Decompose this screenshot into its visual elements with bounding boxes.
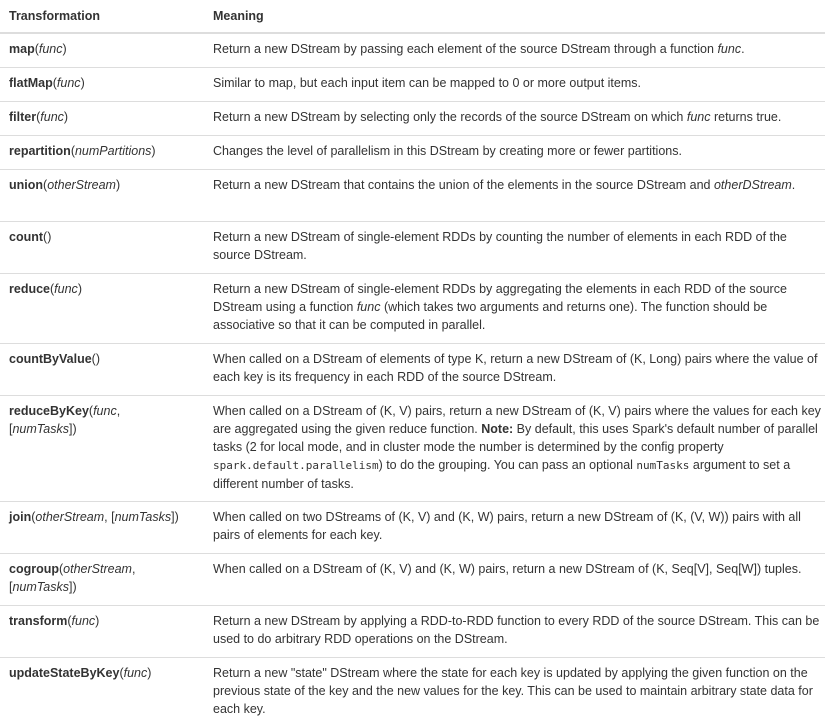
transformation-cell: reduce(func) xyxy=(0,274,204,344)
transformation-cell: countByValue() xyxy=(0,344,204,396)
italic-text: func xyxy=(687,110,711,124)
table-row xyxy=(0,136,825,170)
code-text: numTasks xyxy=(636,459,689,472)
meaning-cell xyxy=(204,344,825,396)
transformation-cell: cogroup(otherStream, [numTasks]) xyxy=(0,554,204,606)
text-segment: , [ xyxy=(104,510,114,524)
function-name: updateStateByKey xyxy=(9,666,119,680)
header-meaning: Meaning xyxy=(204,0,825,33)
text-segment: By default, this uses Spark's default number of parallel tasks (2 for local mode, and in cluster mode the number is determined by the config property xyxy=(213,422,818,454)
bold-text: Note: xyxy=(481,422,513,436)
italic-text: func xyxy=(93,404,117,418)
transformation-cell: filter(func) xyxy=(0,102,204,136)
italic-text: func xyxy=(40,110,64,124)
text-segment: ] xyxy=(69,422,72,436)
italic-text: numPartitions xyxy=(75,144,151,158)
text-segment: Return a new DStream by selecting only the records of the source DStream on which xyxy=(213,110,687,124)
text-segment: ] xyxy=(69,580,72,594)
text-segment: Return a new DStream by passing each element of the source DStream through a function xyxy=(213,42,717,56)
text-segment: When called on two DStreams of (K, V) and (K, W) pairs, return a new DStream of (K, (V, W)) pairs with all pairs of elements for each key. xyxy=(213,510,801,542)
text-segment: [ xyxy=(9,422,12,436)
text-segment: When called on a DStream of (K, V) pairs, return a new DStream of (K, V) pairs where the values for each key are aggregated using the given reduce function. xyxy=(213,404,821,436)
meaning-cell xyxy=(204,33,825,68)
italic-text: func xyxy=(717,42,741,56)
table-body xyxy=(0,33,825,727)
italic-text: func xyxy=(54,282,78,296)
function-name: transform xyxy=(9,614,67,628)
header-transformation: Transformation xyxy=(0,0,204,33)
meaning-cell xyxy=(204,606,825,658)
transformation-cell: flatMap(func) xyxy=(0,68,204,102)
function-name: join xyxy=(9,510,31,524)
text-segment: returns true. xyxy=(710,110,781,124)
text-segment: When called on a DStream of (K, V) and (K, W) pairs, return a new DStream of (K, Seq[V], Seq[W]) tuples. xyxy=(213,562,801,576)
text-segment: ] xyxy=(171,510,174,524)
italic-text: func xyxy=(357,300,381,314)
text-segment: , xyxy=(117,404,120,418)
meaning-cell xyxy=(204,274,825,344)
function-name: reduceByKey xyxy=(9,404,89,418)
table-row xyxy=(0,658,825,727)
italic-text: func xyxy=(39,42,63,56)
function-name: countByValue xyxy=(9,352,92,366)
meaning-cell xyxy=(204,136,825,170)
table-row xyxy=(0,274,825,344)
table-row xyxy=(0,102,825,136)
table-row xyxy=(0,170,825,222)
italic-text: func xyxy=(124,666,148,680)
table-row xyxy=(0,222,825,274)
meaning-cell xyxy=(204,170,825,222)
text-segment: When called on a DStream of elements of type K, return a new DStream of (K, Long) pairs where the value of each key is its frequency in each RDD of the source DStream. xyxy=(213,352,817,384)
text-segment: (which takes two arguments and returns one). The function should be associative so that it can be computed in parallel. xyxy=(213,300,767,332)
text-segment: Return a new DStream by applying a RDD-to-RDD function to every RDD of the source DStream. This can be used to do arbitrary RDD operations on the DStream. xyxy=(213,614,819,646)
transformation-cell: updateStateByKey(func) xyxy=(0,658,204,727)
transformation-cell: map(func) xyxy=(0,33,204,68)
transformation-cell: reduceByKey(func, [numTasks]) xyxy=(0,396,204,502)
italic-text: otherStream xyxy=(35,510,104,524)
italic-text: numTasks xyxy=(12,422,69,436)
italic-text: func xyxy=(57,76,81,90)
italic-text: otherStream xyxy=(63,562,132,576)
table-row xyxy=(0,344,825,396)
function-name: reduce xyxy=(9,282,50,296)
text-segment: . xyxy=(792,178,795,192)
code-text: spark.default.parallelism xyxy=(213,459,379,472)
italic-text: numTasks xyxy=(115,510,172,524)
table-row xyxy=(0,502,825,554)
text-segment: Similar to map, but each input item can be mapped to 0 or more output items. xyxy=(213,76,641,90)
transformation-cell: join(otherStream, [numTasks]) xyxy=(0,502,204,554)
italic-text: func xyxy=(72,614,96,628)
function-name: cogroup xyxy=(9,562,59,576)
meaning-cell xyxy=(204,396,825,502)
meaning-cell xyxy=(204,222,825,274)
table-row xyxy=(0,68,825,102)
transformation-cell: union(otherStream) xyxy=(0,170,204,222)
function-name: map xyxy=(9,42,35,56)
table-row xyxy=(0,606,825,658)
function-name: union xyxy=(9,178,43,192)
meaning-cell xyxy=(204,554,825,606)
text-segment: Return a new DStream of single-element RDDs by counting the number of elements in each RDD of the source DStream. xyxy=(213,230,787,262)
table-row xyxy=(0,33,825,68)
transformation-cell: repartition(numPartitions) xyxy=(0,136,204,170)
text-segment: argument to set a different number of tasks. xyxy=(213,458,790,491)
function-name: flatMap xyxy=(9,76,53,90)
meaning-cell xyxy=(204,68,825,102)
table-row xyxy=(0,554,825,606)
text-segment: . xyxy=(741,42,744,56)
table-row xyxy=(0,396,825,502)
transformation-cell: transform(func) xyxy=(0,606,204,658)
function-name: count xyxy=(9,230,43,244)
text-segment: Return a new DStream that contains the union of the elements in the source DStream and xyxy=(213,178,714,192)
text-segment: , xyxy=(132,562,135,576)
italic-text: otherDStream xyxy=(714,178,792,192)
meaning-cell xyxy=(204,658,825,727)
text-segment: Changes the level of parallelism in this DStream by creating more or fewer partitions. xyxy=(213,144,682,158)
italic-text: numTasks xyxy=(12,580,69,594)
meaning-cell xyxy=(204,502,825,554)
function-name: repartition xyxy=(9,144,71,158)
table-header-row xyxy=(0,0,825,33)
italic-text: otherStream xyxy=(47,178,116,192)
text-segment: ) to do the grouping. You can pass an optional xyxy=(379,458,637,472)
meaning-cell xyxy=(204,102,825,136)
text-segment: [ xyxy=(9,580,12,594)
function-name: filter xyxy=(9,110,36,124)
text-segment: Return a new "state" DStream where the state for each key is updated by applying the given function on the previous state of the key and the new values for the key. This can be used to maintain arbitrary state data for each key. xyxy=(213,666,813,716)
transformation-cell: count() xyxy=(0,222,204,274)
text-segment: Return a new DStream of single-element RDDs by aggregating the elements in each RDD of the source DStream using a function xyxy=(213,282,787,314)
